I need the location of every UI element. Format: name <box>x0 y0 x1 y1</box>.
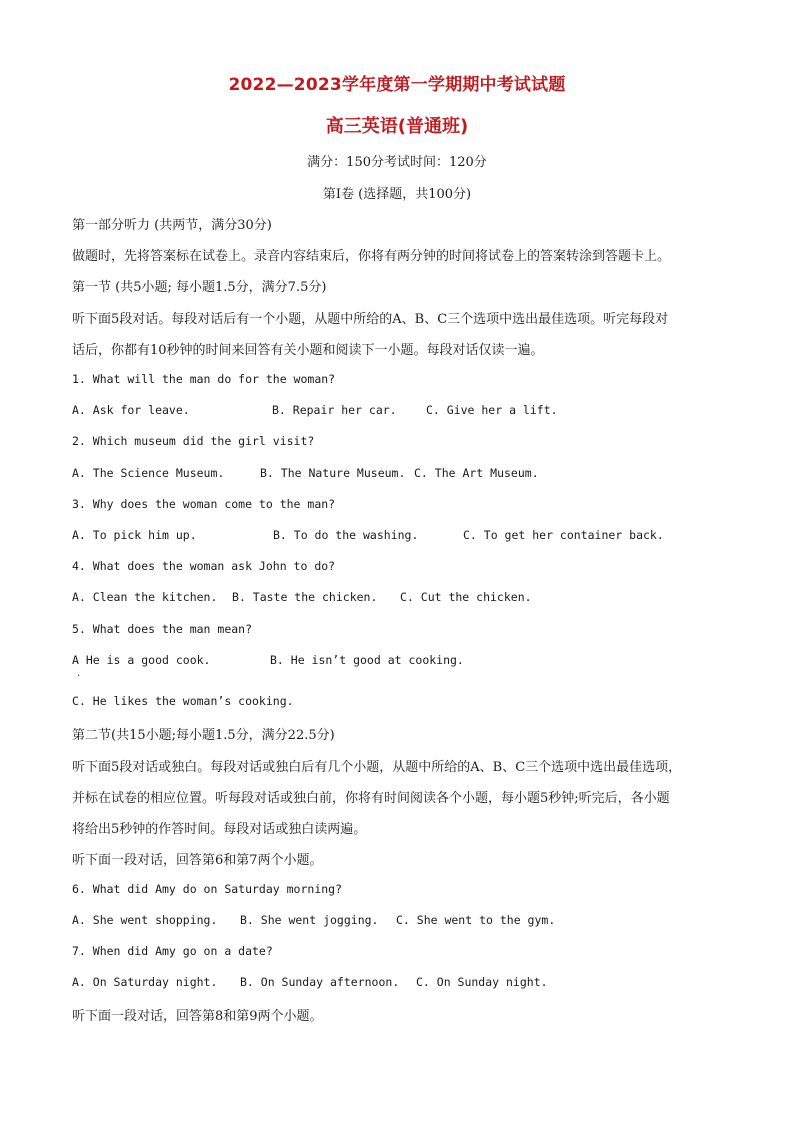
option-c: C. To get her container back. <box>463 528 664 542</box>
question-6: 6. What did Amy do on Saturday morning? <box>72 882 343 896</box>
stray-mark: · <box>77 671 81 682</box>
options-2 <box>72 466 539 480</box>
option-a: A. Clean the kitchen. <box>72 590 218 604</box>
section2-heading: 第二节(共15小题;每小题1.5分，满分22.5分) <box>72 728 335 743</box>
option-a: A. On Saturday night. <box>72 975 218 989</box>
question-7: 7. When did Amy go on a date? <box>72 944 273 958</box>
options-3 <box>72 528 664 542</box>
section2-intro-line3: 将给出5秒钟的作答时间。每段对话或独白读两遍。 <box>72 822 367 837</box>
option-b: B. On Sunday afternoon. <box>240 975 400 989</box>
option-c: C. Give her a lift. <box>426 403 558 417</box>
question-5: 5. What does the man mean? <box>72 622 253 636</box>
options-6 <box>72 913 555 927</box>
options-7 <box>72 975 548 989</box>
section2-intro-line1: 听下面5段对话或独白。每段对话或独白后有几个小题，从题中所给的A、B、C三个选项中选出最佳选项， <box>72 760 682 775</box>
options-5 <box>72 653 464 667</box>
exam-title: 2022—2023学年度第一学期期中考试试题 <box>228 75 566 95</box>
option-b: B. Repair her car. <box>272 403 397 417</box>
option-a: A. The Science Museum. <box>72 466 225 480</box>
option-a: A He is a good cook. <box>72 653 211 667</box>
option-c: C. On Sunday night. <box>416 975 548 989</box>
options-1 <box>72 403 558 417</box>
option-b: B. She went jogging. <box>240 913 379 927</box>
question-3: 3. Why does the woman come to the man? <box>72 497 336 511</box>
option-c: C. He likes the woman’s cooking. <box>72 694 294 708</box>
option-b: B. Taste the chicken. <box>232 590 378 604</box>
exam-subtitle: 高三英语(普通班) <box>325 116 469 137</box>
question-4: 4. What does the woman ask John to do? <box>72 559 336 573</box>
section1-intro-line2: 话后，你都有10秒钟的时间来回答有关小题和阅读下一小题。每段对话仅读一遍。 <box>72 343 544 358</box>
question-1: 1. What will the man do for the woman? <box>72 372 336 386</box>
part1-instruction: 做题时，先将答案标在试卷上。录音内容结束后，你将有两分钟的时间将试卷上的答案转涂到答题卡上。 <box>72 249 671 264</box>
section2-intro-line2: 并标在试卷的相应位置。听每段对话或独白前，你将有时间阅读各个小题，每小题5秒钟;听完后，各小题 <box>72 791 670 806</box>
group-instruction-8-9: 听下面一段对话，回答第8和第9两个小题。 <box>72 1009 323 1024</box>
option-c: C. Cut the chicken. <box>400 590 532 604</box>
option-a: A. To pick him up. <box>72 528 197 542</box>
option-b: B. He isn’t good at cooking. <box>270 653 464 667</box>
option-a: A. She went shopping. <box>72 913 218 927</box>
option-c: C. She went to the gym. <box>396 913 556 927</box>
question-2: 2. Which museum did the girl visit? <box>72 434 315 448</box>
option-c: C. The Art Museum. <box>414 466 539 480</box>
score-info: 满分：150分考试时间：120分 <box>307 155 487 170</box>
group-instruction-6-7: 听下面一段对话，回答第6和第7两个小题。 <box>72 853 323 868</box>
part1-heading: 第一部分听力 (共两节，满分30分) <box>72 218 272 233</box>
section1-intro-line1: 听下面5段对话。每段对话后有一个小题，从题中所给的A、B、C三个选项中选出最佳选项。听完每段对 <box>72 312 669 327</box>
options-4 <box>72 590 532 604</box>
volume-heading: 第Ⅰ卷 (选择题，共100分) <box>322 187 472 202</box>
section1-heading: 第一节 (共5小题; 每小题1.5分，满分7.5分) <box>72 280 327 295</box>
option-b: B. To do the washing. <box>273 528 419 542</box>
option-a: A. Ask for leave. <box>72 403 190 417</box>
option-b: B. The Nature Museum. <box>260 466 406 480</box>
